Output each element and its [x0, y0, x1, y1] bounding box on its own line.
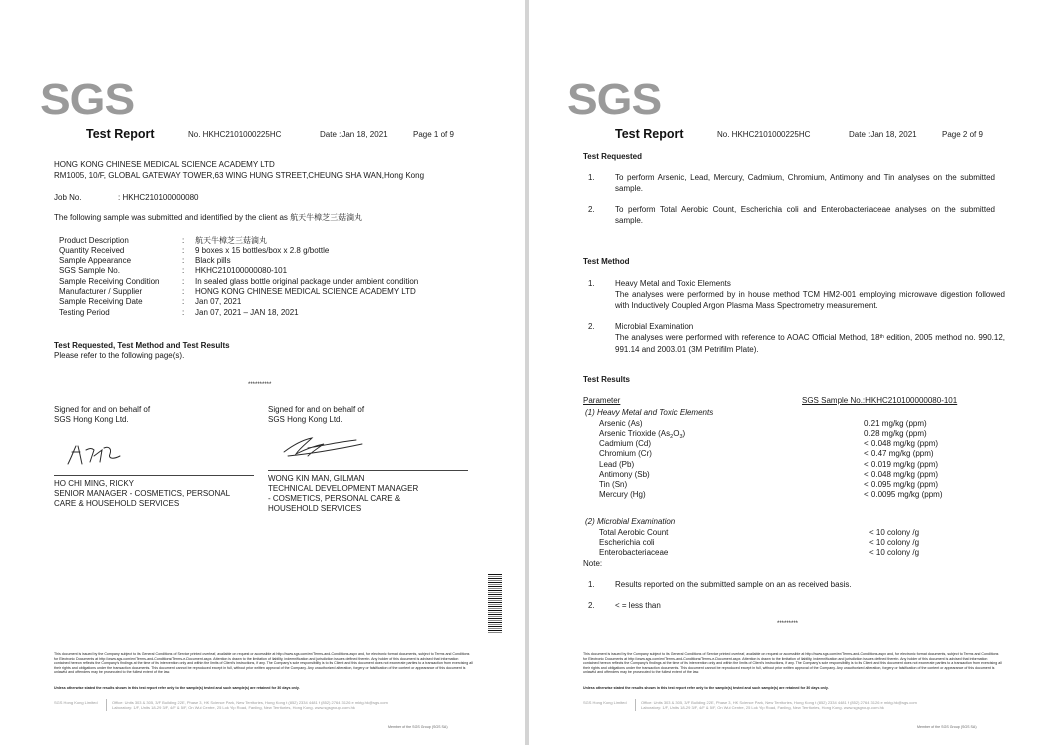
- signatory-title-1a: SENIOR MANAGER - COSMETICS, PERSONAL: [54, 489, 231, 498]
- list-number: 1.: [588, 279, 595, 288]
- info-label: Product Description: [59, 236, 129, 245]
- note-label: Note:: [583, 559, 603, 568]
- signed-for-label: Signed for and on behalf of: [268, 405, 365, 414]
- footer-lab: Laboratory: 1/F, Units 18-29 3/F, 4/F & 5/F, On Wui Centre, 25 Lok Yip Road, Fanling, New Territories, Hong Kong. www.sgsgroup.com.hk: [641, 705, 884, 710]
- info-value: HONG KONG CHINESE MEDICAL SCIENCE ACADEMY LTD: [195, 287, 416, 296]
- column-header-sample: SGS Sample No.:HKHC210100000080-101: [802, 396, 958, 405]
- report-date: Date :Jan 18, 2021: [320, 130, 388, 139]
- column-header-parameter: Parameter: [583, 396, 621, 405]
- footer-lab: Laboratory: 1/F, Units 18-29 3/F, 4/F & 5/F, On Wui Centre, 25 Lok Yip Road, Fanling, New Territories, Hong Kong. www.sgsgroup.com.hk: [112, 705, 355, 710]
- parameter-part: ): [682, 429, 686, 438]
- signature-1: [64, 438, 134, 468]
- info-colon: :: [182, 277, 185, 286]
- note-item: < = less than: [615, 601, 661, 610]
- client-name: HONG KONG CHINESE MEDICAL SCIENCE ACADEMY LTD: [54, 160, 275, 169]
- test-requested-item: To perform Arsenic, Lead, Mercury, Cadmium, Chromium, Antimony and Tin analyses on the submitted sample.: [615, 173, 995, 193]
- info-colon: :: [182, 297, 185, 306]
- parameter-name: Chromium (Cr): [599, 449, 652, 458]
- signatory-name-1: HO CHI MING, RICKY: [54, 479, 135, 488]
- parameter-sub: 2: [670, 433, 674, 440]
- results-reference: Please refer to the following page(s).: [54, 351, 185, 360]
- method-text-sup: th: [879, 334, 884, 340]
- info-value: Jan 07, 2021 – JAN 18, 2021: [195, 308, 299, 317]
- result-value: < 0.019 mg/kg (ppm): [864, 460, 939, 469]
- signature-line-2: [268, 470, 468, 471]
- result-value: < 10 colony /g: [869, 548, 920, 557]
- info-label: SGS Sample No.: [59, 266, 120, 275]
- stars-divider: *********: [777, 621, 799, 627]
- parameter-name: Tin (Sn): [599, 480, 628, 489]
- parameter-name: Antimony (Sb): [599, 470, 650, 479]
- retention-note: Unless otherwise stated the results shown in this test report refer only to the sample(s) tested and such sample(s) are retained for 30 days only.: [54, 686, 300, 690]
- group-title: (1) Heavy Metal and Toxic Elements: [585, 408, 714, 417]
- signatory-title-2b: - COSMETICS, PERSONAL CARE &: [268, 494, 401, 503]
- info-label: Quantity Received: [59, 246, 125, 255]
- list-number: 1.: [588, 173, 595, 182]
- group-title: (2) Microbial Examination: [585, 517, 676, 526]
- stars-divider: **********: [248, 382, 272, 388]
- info-label: Sample Receiving Date: [59, 297, 143, 306]
- table-row: [599, 490, 999, 500]
- member-note: Member of the SGS Group (SGS SA): [917, 725, 977, 729]
- method-title: Heavy Metal and Toxic Elements: [615, 279, 731, 288]
- results-heading: Test Requested, Test Method and Test Results: [54, 341, 230, 350]
- info-label: Sample Appearance: [59, 256, 132, 265]
- info-value: Black pills: [195, 256, 231, 265]
- method-title: Microbial Examination: [615, 322, 694, 331]
- page-number: Page 2 of 9: [942, 130, 983, 139]
- note-item: Results reported on the submitted sample on an as received basis.: [615, 580, 852, 589]
- info-value: 9 boxes x 15 bottles/box x 2.8 g/bottle: [195, 246, 330, 255]
- info-label: Sample Receiving Condition: [59, 277, 160, 286]
- info-colon: :: [182, 246, 185, 255]
- result-value: < 0.47 mg/kg (ppm): [864, 449, 934, 458]
- table-row: [599, 548, 999, 558]
- table-row: [599, 419, 999, 429]
- info-label: Testing Period: [59, 308, 110, 317]
- report-title: Test Report: [615, 127, 684, 141]
- parameter-part: O: [673, 429, 680, 438]
- signatory-name-2: WONG KIN MAN, GILMAN: [268, 474, 365, 483]
- sgs-logo: SGS: [40, 74, 135, 124]
- method-text: [615, 333, 1005, 355]
- info-value: HKHC210100000080-101: [195, 266, 288, 275]
- legal-disclaimer: This document is issued by the Company subject to its General Conditions of Service printed overleaf, available on request or accessible at http://www.sgs.com/en/Terms-and-Conditions.aspx and, for electronic format documents, subject to Terms and Conditions for Electronic Documents at http://www.sgs.com/en/Terms-and-Conditions/Terms-e-Document.aspx. Attention is drawn to the limitation of liability, indemnification and jurisdiction issues defined therein. Any holder of this document is advised that information contained hereon reflects the Company's findings at the time of its intervention only and within the limits of Client's instructions, if any. The Company's sole responsibility is to its Client and this document does not exonerate parties to a transaction from exercising all their rights and obligations under the transaction documents. This document cannot be reproduced except in full, without prior written approval of the Company. Any unauthorized alteration, forgery or falsification of the content or appearance of this document is unlawful and offenders may be prosecuted to the fullest extent of the law.: [583, 652, 1002, 675]
- footer-office: Office: Units 303 & 305, 3/F Building 22E, Phase 3, HK Science Park, New Territories, Hong Kong t (852) 2334 4481 f (852) 2764 3126 e mktg.hk@sgs.com: [112, 700, 388, 705]
- parameter-name: Mercury (Hg): [599, 490, 646, 499]
- test-requested-item: To perform Total Aerobic Count, Escherichia coli and Enterobacteriaceae analyses on the submitted sample.: [615, 205, 995, 225]
- member-note: Member of the SGS Group (SGS SA): [388, 725, 448, 729]
- table-row: [599, 429, 999, 439]
- info-colon: :: [182, 308, 185, 317]
- test-method-heading: Test Method: [583, 257, 630, 266]
- parameter-name: Cadmium (Cd): [599, 439, 652, 448]
- result-value: < 0.048 mg/kg (ppm): [864, 439, 939, 448]
- info-colon: :: [182, 256, 185, 265]
- info-colon: :: [182, 266, 185, 275]
- list-number: 1.: [588, 580, 595, 589]
- table-row: [599, 538, 999, 548]
- info-value: 航天牛樟芝三菇滴丸: [195, 236, 267, 245]
- footer-company: SGS Hong Kong Limited: [54, 700, 98, 705]
- test-results-heading: Test Results: [583, 375, 630, 384]
- client-address: RM1005, 10/F, GLOBAL GATEWAY TOWER,63 WING HUNG STREET,CHEUNG SHA WAN,Hong Kong: [54, 171, 425, 180]
- retention-note: Unless otherwise stated the results shown in this test report refer only to the sample(s) tested and such sample(s) are retained for 30 days only.: [583, 686, 829, 690]
- result-value: 0.28 mg/kg (ppm): [864, 429, 927, 438]
- signed-for-label: Signed for and on behalf of: [54, 405, 151, 414]
- parameter-name: Enterobacteriaceae: [599, 548, 669, 557]
- info-value: In sealed glass bottle original package under ambient condition: [195, 277, 419, 286]
- report-title: Test Report: [86, 127, 155, 141]
- table-row: [599, 439, 999, 449]
- table-row: [599, 449, 999, 459]
- result-value: 0.21 mg/kg (ppm): [864, 419, 927, 428]
- result-value: < 0.0095 mg/kg (ppm): [864, 490, 943, 499]
- parameter-sub: 3: [679, 433, 683, 440]
- list-number: 2.: [588, 601, 595, 610]
- parameter-part: Arsenic Trioxide (As: [599, 429, 671, 438]
- parameter-name: Lead (Pb): [599, 460, 635, 469]
- report-page-2: [529, 0, 1055, 745]
- signed-company: SGS Hong Kong Ltd.: [268, 415, 343, 424]
- report-date: Date :Jan 18, 2021: [849, 130, 917, 139]
- table-row: [599, 460, 999, 470]
- legal-disclaimer: This document is issued by the Company subject to its General Conditions of Service printed overleaf, available on request or accessible at http://www.sgs.com/en/Terms-and-Conditions.aspx and, for electronic format documents, subject to Terms and Conditions for Electronic Documents at http://www.sgs.com/en/Terms-and-Conditions/Terms-e-Document.aspx. Attention is drawn to the limitation of liability, indemnification and jurisdiction issues defined therein. Any holder of this document is advised that information contained hereon reflects the Company's findings at the time of its intervention only and within the limits of Client's instructions, if any. The Company's sole responsibility is to its Client and this document does not exonerate parties to a transaction from exercising all their rights and obligations under the transaction documents. This document cannot be reproduced except in full, without prior written approval of the Company. Any unauthorized alteration, forgery or falsification of the content or appearance of this document is unlawful and offenders may be prosecuted to the fullest extent of the law.: [54, 652, 473, 675]
- signatory-title-2c: HOUSEHOLD SERVICES: [268, 504, 362, 513]
- result-value: < 0.095 mg/kg (ppm): [864, 480, 939, 489]
- signature-line-1: [54, 475, 254, 476]
- table-row: [599, 528, 999, 538]
- signed-company: SGS Hong Kong Ltd.: [54, 415, 129, 424]
- job-label: Job No.: [54, 193, 82, 202]
- page-number: Page 1 of 9: [413, 130, 454, 139]
- parameter-name: Escherichia coli: [599, 538, 655, 547]
- method-text-part: edition, 2005 method no. 990.12, 991.14 and 2003.01 (3M Petrifilm Plate).: [615, 333, 1006, 354]
- method-text-part: The analyses were performed with reference to AOAC Official Method, 18: [615, 333, 880, 342]
- report-number: No. HKHC2101000225HC: [717, 130, 811, 139]
- report-page-1: [0, 0, 525, 745]
- footer-divider: [635, 699, 636, 711]
- table-row: [599, 480, 999, 490]
- info-colon: :: [182, 236, 185, 245]
- result-value: < 10 colony /g: [869, 528, 920, 537]
- method-text: The analyses were performed by in house method TCM HM2-001 employing microwave digestion followed with Inductively Coupled Argon Plasma Mass Spectrometry measurement.: [615, 290, 1005, 310]
- footer-divider: [106, 699, 107, 711]
- list-number: 2.: [588, 205, 595, 214]
- info-colon: :: [182, 287, 185, 296]
- list-number: 2.: [588, 322, 595, 331]
- sgs-logo: SGS: [567, 74, 662, 124]
- sample-intro: The following sample was submitted and identified by the client as 航天牛樟芝三菇滴丸: [54, 213, 363, 222]
- result-value: < 0.048 mg/kg (ppm): [864, 470, 939, 479]
- barcode: [488, 574, 502, 634]
- job-number: : HKHC210100000080: [118, 193, 199, 202]
- footer-office: Office: Units 303 & 305, 3/F Building 22E, Phase 3, HK Science Park, New Territories, Hong Kong t (852) 2334 4481 f (852) 2764 3126 e mktg.hk@sgs.com: [641, 700, 917, 705]
- info-label: Manufacturer / Supplier: [59, 287, 143, 296]
- signature-2: [278, 432, 368, 462]
- table-row: [599, 470, 999, 480]
- parameter-name: Total Aerobic Count: [599, 528, 669, 537]
- info-value: Jan 07, 2021: [195, 297, 242, 306]
- signatory-title-2a: TECHNICAL DEVELOPMENT MANAGER: [268, 484, 419, 493]
- signatory-title-1b: CARE & HOUSEHOLD SERVICES: [54, 499, 180, 508]
- footer-company: SGS Hong Kong Limited: [583, 700, 627, 705]
- parameter-name: Arsenic (As): [599, 419, 643, 428]
- test-requested-heading: Test Requested: [583, 152, 642, 161]
- result-value: < 10 colony /g: [869, 538, 920, 547]
- report-number: No. HKHC2101000225HC: [188, 130, 282, 139]
